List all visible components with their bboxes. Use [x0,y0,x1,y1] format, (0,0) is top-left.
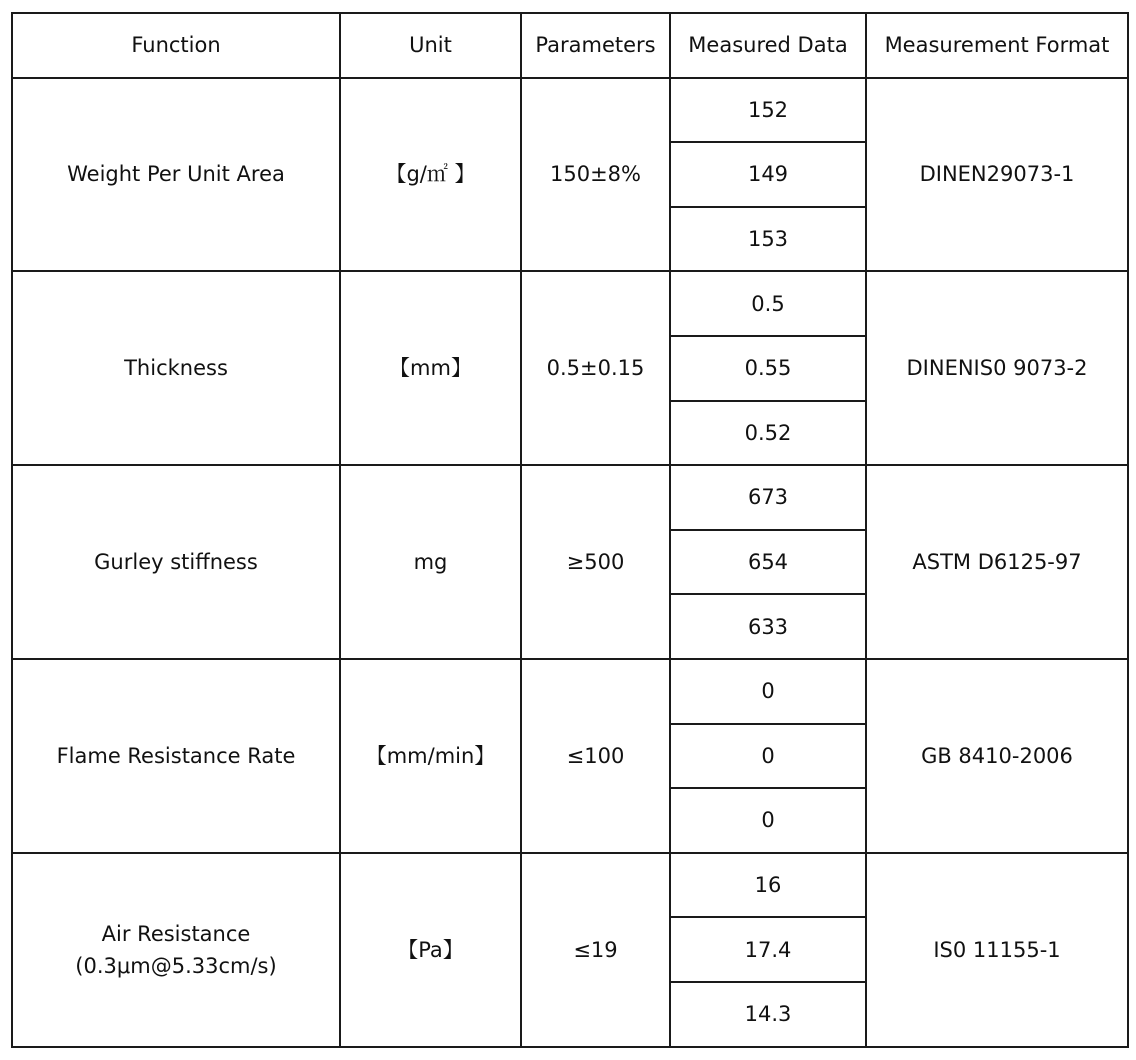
measured-value: 16 [670,853,866,918]
measured-value: 0 [670,659,866,724]
measured-value: 152 [670,78,866,143]
measured-value: 0.52 [670,401,866,466]
function-cell [12,465,340,659]
parameters-cell: ≥500 [521,465,670,659]
function-cell [12,78,340,272]
format-cell: ASTM D6125-97 [866,465,1128,659]
unit-cell: mg [340,465,521,659]
measured-value: 0.55 [670,336,866,401]
function-cell [12,271,340,465]
function-sublabel: (0.3μm@5.33cm/s) [75,953,277,978]
measured-value: 0 [670,788,866,853]
header-unit: Unit [340,13,521,78]
function-cell [12,853,340,1047]
parameters-cell: 0.5±0.15 [521,271,670,465]
measured-value: 0 [670,724,866,789]
measured-value: 149 [670,142,866,207]
parameters-cell: ≤19 [521,853,670,1047]
function-cell [12,659,340,853]
parameters-cell: ≤100 [521,659,670,853]
format-cell: IS0 11155-1 [866,853,1128,1047]
table-row [12,659,1128,724]
measured-value: 153 [670,207,866,272]
header-measured-data: Measured Data [670,13,866,78]
table-row [12,853,1128,918]
header-parameters: Parameters [521,13,670,78]
function-label: Air Resistance [101,921,251,946]
measured-value: 673 [670,465,866,530]
unit-cell: 【mm】 [340,271,521,465]
format-cell: GB 8410-2006 [866,659,1128,853]
unit-cell: 【Pa】 [340,853,521,1047]
specification-table [11,12,1129,1048]
measured-value: 14.3 [670,982,866,1047]
function-label: Gurley stiffness [94,550,258,575]
function-label: Thickness [124,356,228,381]
header-measurement-format: Measurement Format [866,13,1128,78]
measured-value: 633 [670,594,866,659]
measured-value: 0.5 [670,271,866,336]
parameters-cell: 150±8% [521,78,670,272]
header-row [12,13,1128,78]
measured-value: 654 [670,530,866,595]
table-row [12,78,1128,143]
measured-value: 17.4 [670,917,866,982]
header-function: Function [12,13,340,78]
table-row [12,271,1128,336]
format-cell: DINENIS0 9073-2 [866,271,1128,465]
table-row [12,465,1128,530]
function-label: Flame Resistance Rate [56,743,296,768]
format-cell: DINEN29073-1 [866,78,1128,272]
unit-cell: 【mm/min】 [340,659,521,853]
function-label: Weight Per Unit Area [67,162,285,187]
unit-cell: 【g/㎡ 】 [340,78,521,272]
